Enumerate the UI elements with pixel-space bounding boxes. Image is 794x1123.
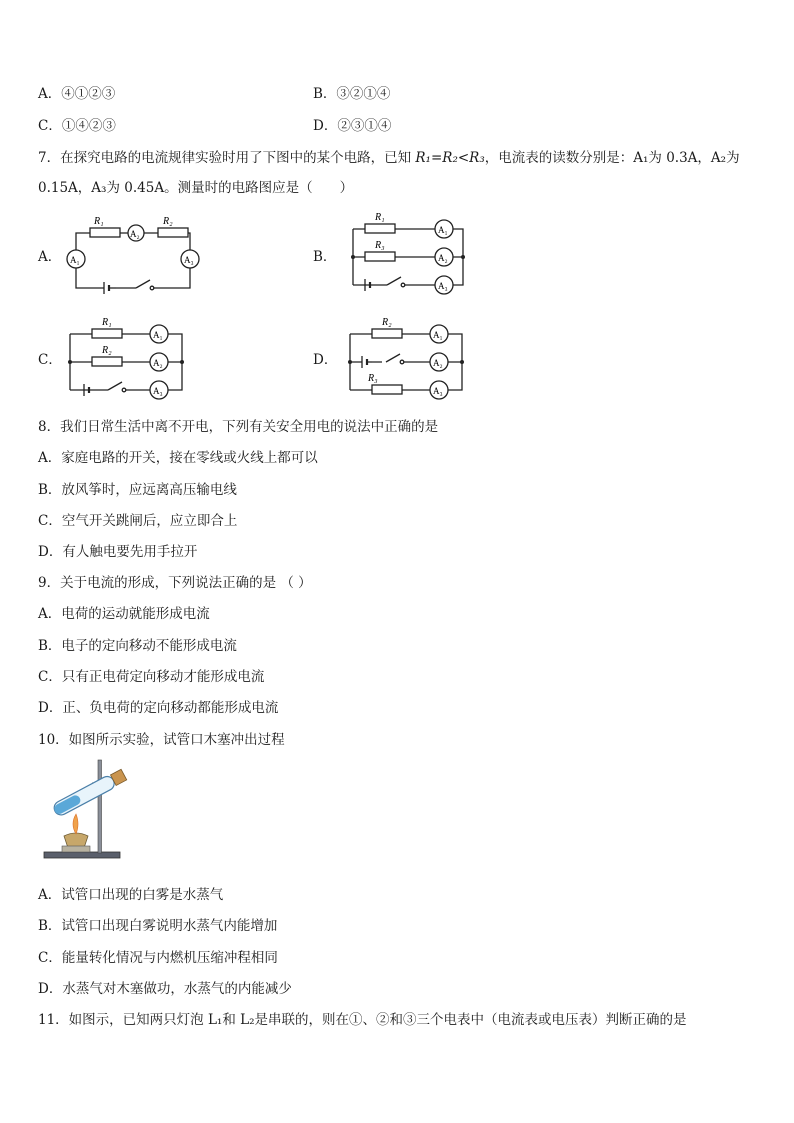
q10-option-d: D．水蒸气对木塞做功，水蒸气的内能减少 <box>38 981 292 997</box>
q6-option-c: C．①④②③ <box>38 118 116 134</box>
q7-stem-line1 <box>38 146 740 166</box>
q6-option-a: A．④①②③ <box>38 86 116 102</box>
q9-stem: 9．关于电流的形成，下列说法正确的是 （ ） <box>38 575 312 591</box>
q10-option-c: C．能量转化情况与内燃机压缩冲程相同 <box>38 950 278 966</box>
circuit-a-r2-label: R₂ <box>163 216 173 227</box>
q9-option-b: B．电子的定向移动不能形成电流 <box>38 638 237 654</box>
q11-stem: 11．如图示，已知两只灯泡 L₁和 L₂是串联的，则在①、②和③三个电表中（电流表或电压表）判断正确的是 <box>38 1012 687 1028</box>
q8-option-a: A．家庭电路的开关，接在零线或火线上都可以 <box>38 450 318 466</box>
circuit-b-a1-label: A₁ <box>438 225 448 235</box>
circuit-a-a1-label: A₁ <box>70 255 80 265</box>
q7-label-b: B． <box>313 249 337 265</box>
circuit-diagram-d <box>342 312 477 404</box>
q10-option-a: A．试管口出现的白雾是水蒸气 <box>38 887 224 903</box>
circuit-a-r1-label: R₁ <box>94 216 104 227</box>
circuit-c-r2-label: R₂ <box>102 345 112 356</box>
circuit-c-r1-label: R₁ <box>102 317 112 328</box>
q7-label-c: C． <box>38 352 62 368</box>
q10-stem: 10．如图所示实验，试管口木塞冲出过程 <box>38 732 285 748</box>
q9-option-a: A．电荷的运动就能形成电流 <box>38 606 210 622</box>
circuit-c-a3-label: A₃ <box>153 386 163 396</box>
circuit-a-a2-label: A₂ <box>130 229 140 239</box>
q8-option-d: D．有人触电要先用手拉开 <box>38 544 198 560</box>
circuit-b-a3-label: A₃ <box>438 281 448 291</box>
circuit-a-a3-label: A₃ <box>184 255 194 265</box>
q9-option-d: D．正、负电荷的定向移动都能形成电流 <box>38 700 279 716</box>
circuit-d-r2-label: R₂ <box>382 317 392 328</box>
test-tube-apparatus-illustration <box>40 756 140 864</box>
circuit-c-a1-label: A₁ <box>153 330 163 340</box>
q10-option-b: B．试管口出现白雾说明水蒸气内能增加 <box>38 918 278 934</box>
q8-option-c: C．空气开关跳闸后，应立即合上 <box>38 513 238 529</box>
circuit-b-a2-label: A₂ <box>438 253 448 263</box>
circuit-d-a1-label: A₁ <box>433 330 443 340</box>
q7-stem-mid: ，电流表的读数分别是：A₁为 0.3A，A₂为 <box>484 150 740 166</box>
circuit-c-a2-label: A₂ <box>153 358 163 368</box>
circuit-d-a3-label: A₃ <box>433 386 443 396</box>
circuit-diagram-b <box>345 207 480 300</box>
q8-option-b: B．放风筝时，应远离高压输电线 <box>38 482 237 498</box>
q7-stem-pre: 7．在探究电路的电流规律实验时用了下图中的某个电路，已知 <box>38 150 416 166</box>
q6-option-b: B．③②①④ <box>313 86 391 102</box>
q7-stem-line2: 0.15A，A₃为 0.45A。测量时的电路图应是（ ） <box>38 180 354 196</box>
q8-stem: 8．我们日常生活中离不开电，下列有关安全用电的说法中正确的是 <box>38 419 439 435</box>
circuit-diagram-a <box>60 208 210 298</box>
q9-option-c: C．只有正电荷定向移动才能形成电流 <box>38 669 265 685</box>
q7-label-d: D． <box>313 352 338 368</box>
circuit-d-a2-label: A₂ <box>433 358 443 368</box>
circuit-diagram-c <box>62 312 197 404</box>
circuit-b-r3-label: R₃ <box>375 240 385 251</box>
circuit-d-r3-label: R₃ <box>368 373 378 384</box>
q7-resistor-condition: R₁=R₂<R₃ <box>415 150 485 166</box>
q6-option-d: D．②③①④ <box>313 118 392 134</box>
q7-label-a: A． <box>38 249 62 265</box>
circuit-b-r1-label: R₁ <box>375 212 385 223</box>
